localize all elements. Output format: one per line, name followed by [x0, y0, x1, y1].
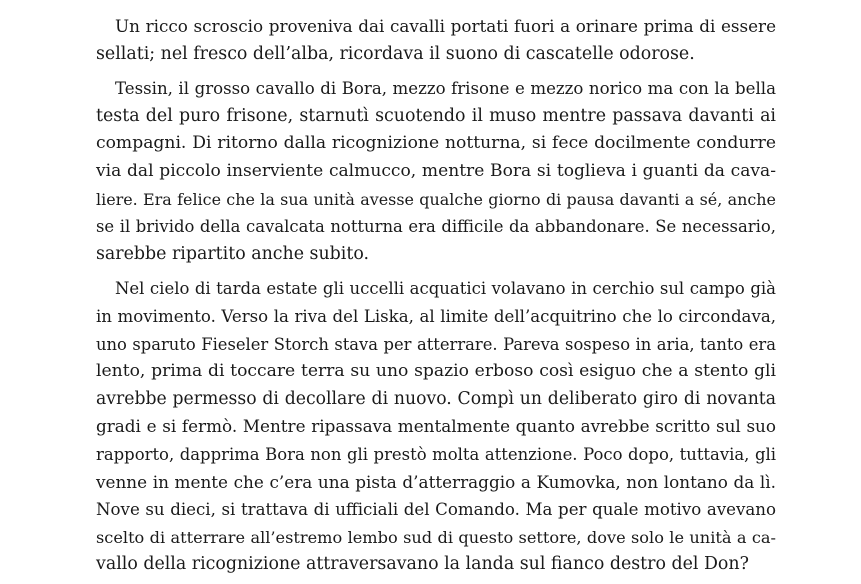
text-line: Nel cielo di tarda estate gli uccelli acquatici volavano in cerchio sul campo già	[115, 279, 776, 299]
text-line: sellati; nel fresco dell’alba, ricordava il suono di cascatelle odorose.	[96, 43, 695, 64]
text-line: Un ricco scroscio proveniva dai cavalli portati fuori a orinare prima di essere	[115, 16, 776, 36]
text-line: compagni. Di ritorno dalla ricognizione notturna, si fece docilmente condurre	[96, 133, 776, 154]
text-line: vallo della ricognizione attraversavano la landa sul fianco destro del Don?	[96, 554, 749, 575]
text-line: Tessin, il grosso cavallo di Bora, mezzo frisone e mezzo norico ma con la bella	[115, 79, 776, 99]
book-page-text	[96, 13, 776, 579]
text-line: Nove su dieci, si trattava di ufficiali del Comando. Ma per quale motivo avevano	[96, 500, 776, 520]
text-line: sarebbe ripartito anche subito.	[96, 243, 370, 264]
paragraph-2	[96, 75, 776, 268]
paragraph-1	[96, 13, 776, 68]
text-line: gradi e si fermò. Mentre ripassava mentalmente quanto avrebbe scritto sul suo	[96, 416, 776, 437]
text-line: lento, prima di toccare terra su uno spazio erboso così esiguo che a stento gli	[96, 361, 776, 382]
text-line: rapporto, dapprima Bora non gli prestò molta attenzione. Poco dopo, tuttavia, gli	[96, 444, 776, 464]
text-line: venne in mente che c’era una pista d’atterraggio a Kumovka, non lontano da lì.	[96, 471, 776, 492]
text-line: liere. Era felice che la sua unità avesse qualche giorno di pausa davanti a sé, anche	[96, 189, 776, 209]
text-line: in movimento. Verso la riva del Liska, al limite dell’acquitrino che lo circondava,	[96, 306, 776, 326]
text-line: via dal piccolo inserviente calmucco, mentre Bora si toglieva i guanti da cava-	[96, 160, 776, 181]
text-line: scelto di atterrare all’estremo lembo sud di questo settore, dove solo le unità a ca-	[96, 527, 776, 547]
text-line: testa del puro frisone, starnutì scuotendo il muso mentre passava davanti ai	[96, 105, 776, 126]
text-line: uno sparuto Fieseler Storch stava per atterrare. Pareva sospeso in aria, tanto era	[96, 334, 776, 354]
text-line: se il brivido della cavalcata notturna era difficile da abbandonare. Se necessario,	[96, 217, 776, 237]
text-line: avrebbe permesso di decollare di nuovo. Compì un deliberato giro di novanta	[96, 388, 776, 409]
paragraph-3	[96, 275, 776, 579]
